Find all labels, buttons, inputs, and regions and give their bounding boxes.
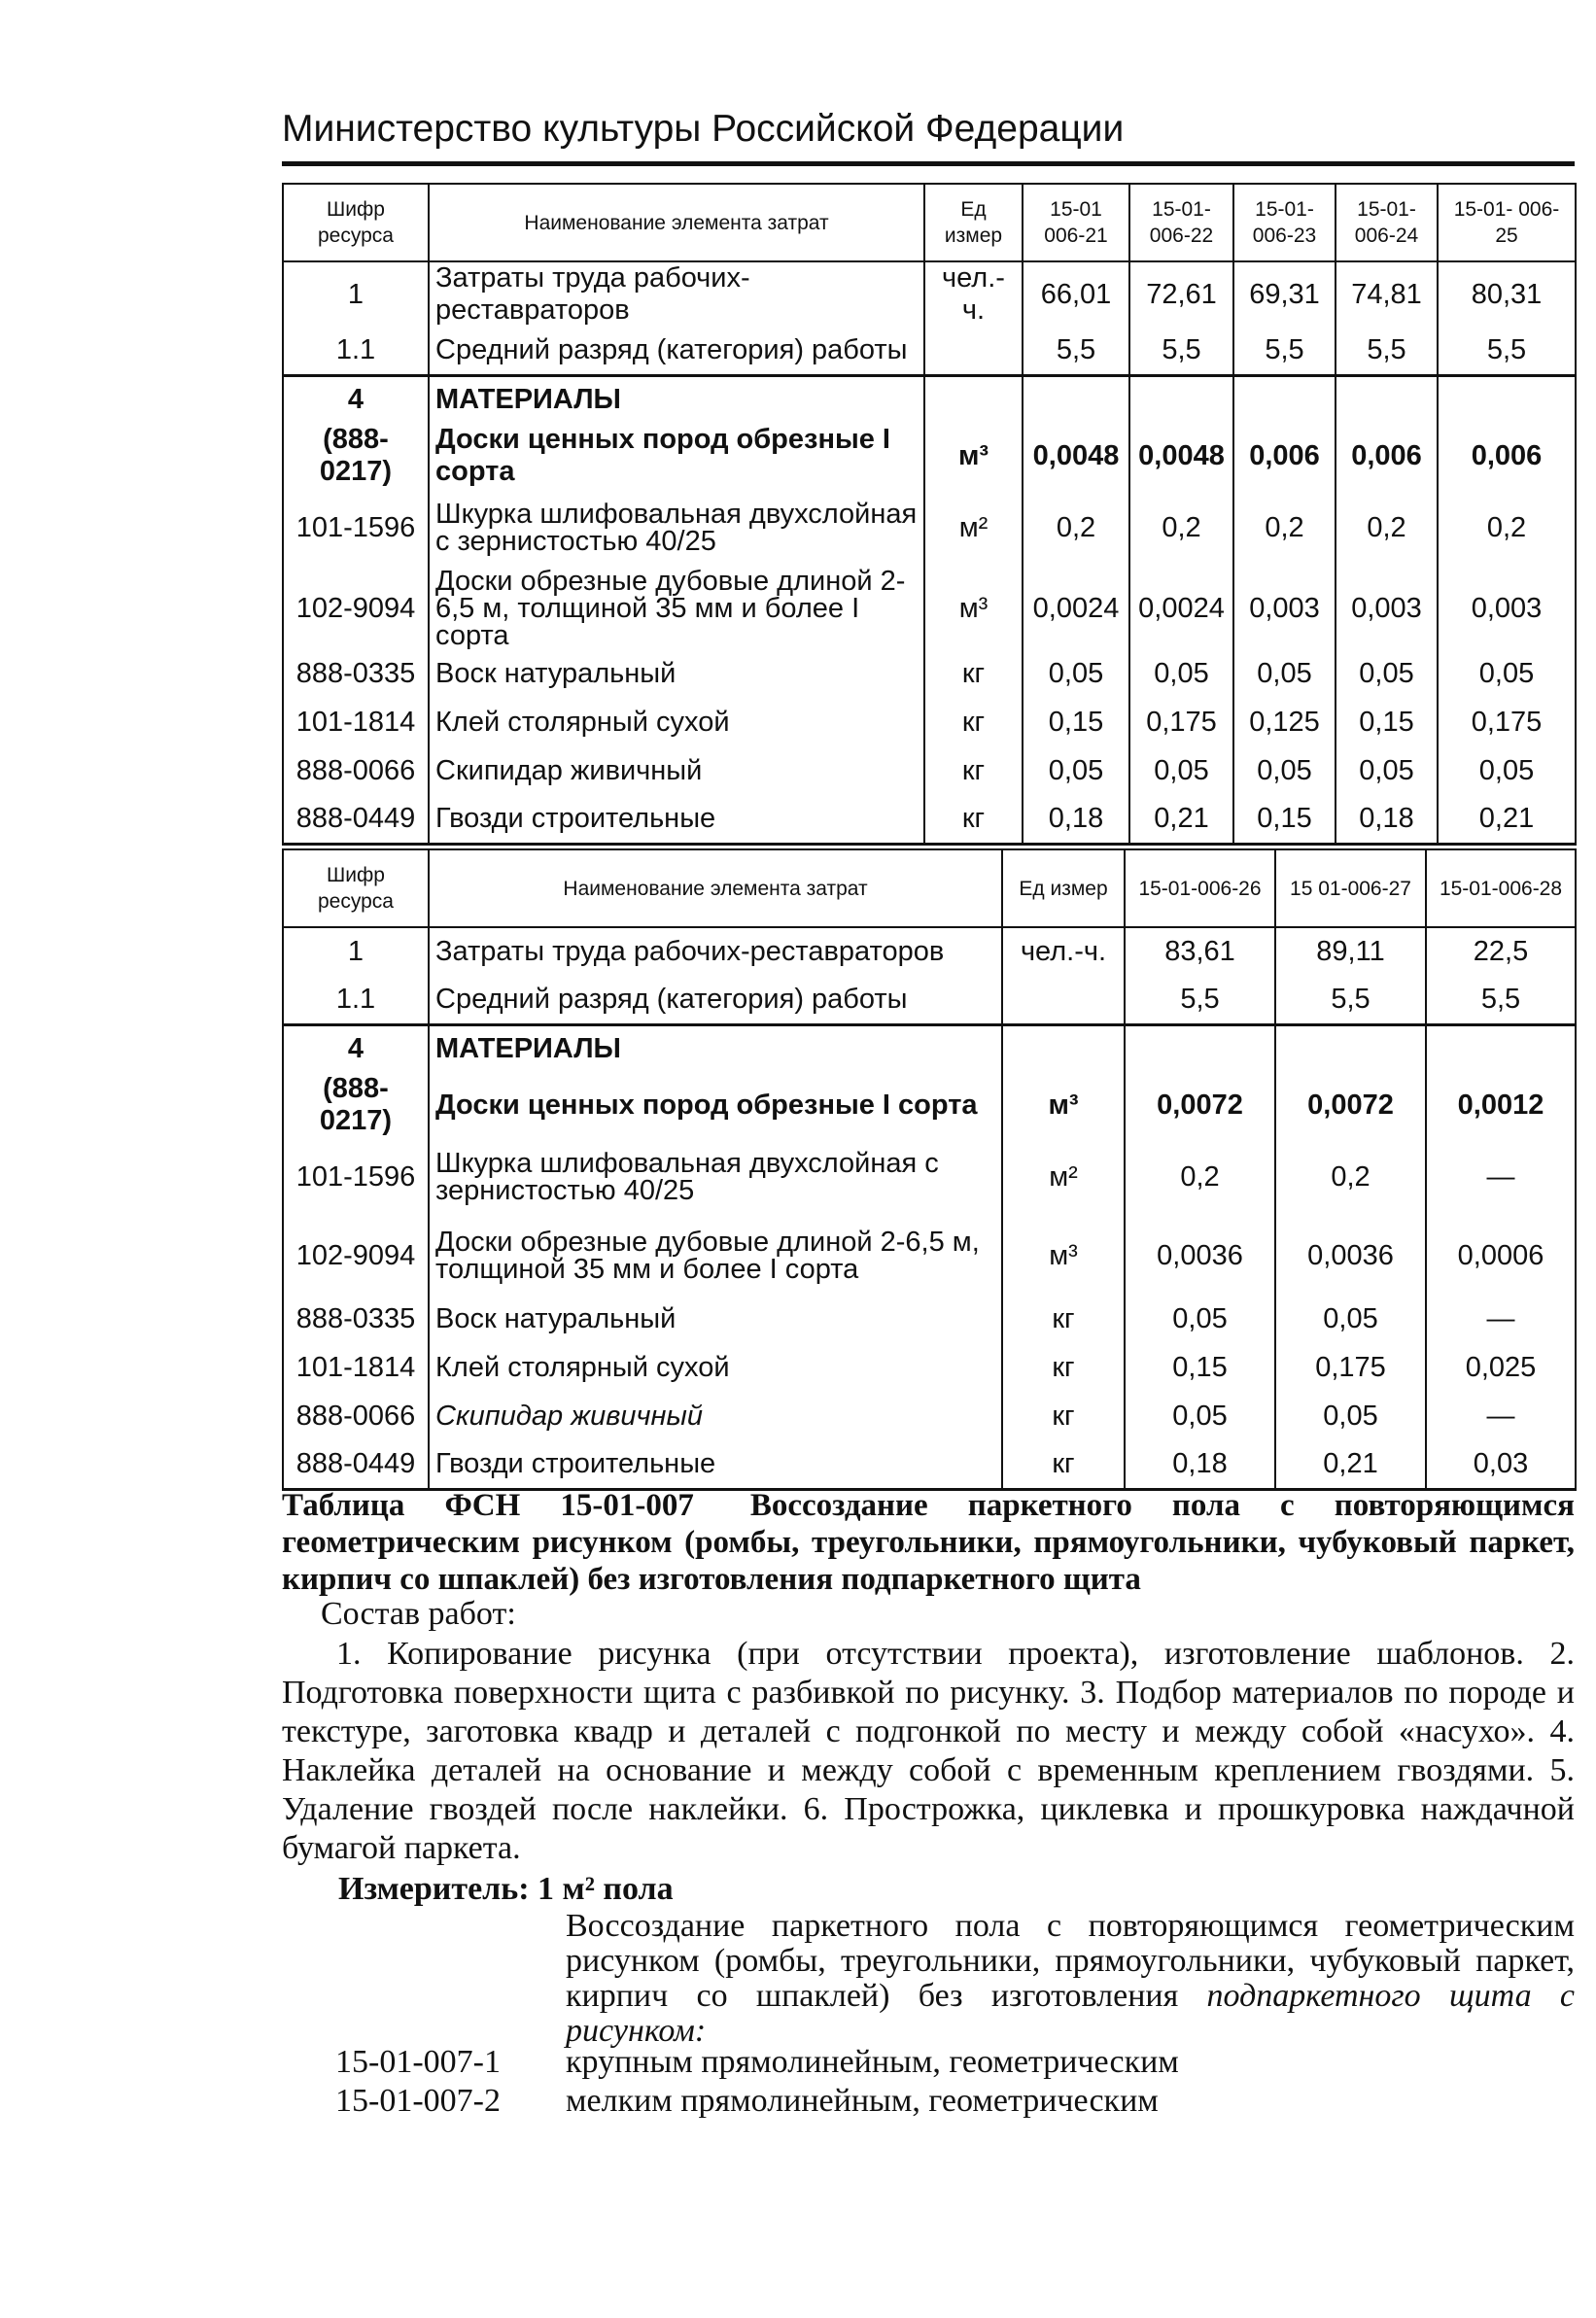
- cell-unit: м³: [924, 568, 1023, 649]
- table-row-section: [283, 375, 1576, 424]
- cell-value: 0,15: [1336, 698, 1438, 746]
- cell-value: 0,05: [1275, 1392, 1426, 1440]
- cell-value: 0,003: [1438, 568, 1576, 649]
- table-row: [283, 327, 1576, 375]
- table-row: [283, 746, 1576, 795]
- col-header-norm: 15-01- 006-24: [1336, 184, 1438, 261]
- cell-value: 0,05: [1275, 1295, 1426, 1343]
- cell-value: 0,03: [1426, 1440, 1576, 1489]
- cell-name: Затраты труда рабочих-реставраторов: [429, 261, 924, 327]
- cell-unit: м²: [1002, 1137, 1125, 1217]
- cell-unit: кг: [1002, 1440, 1125, 1489]
- cell-value: 5,5: [1426, 976, 1576, 1024]
- cell-value: 0,175: [1129, 698, 1233, 746]
- cell-unit: м³: [1002, 1073, 1125, 1137]
- cell-code: 1: [283, 927, 429, 976]
- table-row: [283, 488, 1576, 568]
- cell-name: Средний разряд (категория) работы: [429, 976, 1002, 1024]
- cell-code: 888-0335: [283, 1295, 429, 1343]
- cell-name: Доски ценных пород обрезные I сорта: [429, 424, 924, 488]
- cell-unit: чел.-ч.: [924, 261, 1023, 327]
- table-row: [283, 649, 1576, 698]
- table-header-row: [283, 184, 1576, 261]
- cell-value: 0,21: [1438, 795, 1576, 844]
- cell-name: Доски обрезные дубовые длиной 2-6,5 м, толщиной 35 мм и более I сорта: [429, 1217, 1002, 1295]
- cell-value: 0,05: [1125, 1295, 1275, 1343]
- cell-value: 0,2: [1125, 1137, 1275, 1217]
- table-row-section: [283, 1024, 1576, 1073]
- cell-code: 888-0066: [283, 746, 429, 795]
- work-composition-text: 1. Копирование рисунка (при отсутствии проекта), изготовление шаблонов. 2. Подготовка поверхности щита с разбивкой по рисунку. 3. Подбор материалов по породе и текстуре, заготовка квадр и деталей с подгонкой по месту и между собой «насухо». 4. Наклейка деталей на основание и между собой с временным креплением гвоздями. 5. Удаление гвоздей после наклейки. 6. Прострожка, циклевка и прошкуровка наждачной бумагой паркета.: [282, 1636, 1575, 1866]
- cell-value: 0,0072: [1275, 1073, 1426, 1137]
- cell-value: 0,025: [1426, 1343, 1576, 1392]
- cell-value: 5,5: [1233, 327, 1336, 375]
- norm-description: [566, 1909, 1575, 2049]
- cell-value: 0,125: [1233, 698, 1336, 746]
- cell-name: Воск натуральный: [429, 1295, 1002, 1343]
- table-row: [283, 1073, 1576, 1137]
- cell-name: Воск натуральный: [429, 649, 924, 698]
- cell-value: [1023, 375, 1129, 424]
- section-title: [282, 1487, 1575, 1598]
- cell-name: Доски обрезные дубовые длиной 2-6,5 м, толщиной 35 мм и более I сорта: [429, 568, 924, 649]
- cell-code: 101-1814: [283, 698, 429, 746]
- cell-value: 0,05: [1129, 746, 1233, 795]
- cell-value: 0,2: [1336, 488, 1438, 568]
- cell-value: 0,006: [1233, 424, 1336, 488]
- col-header-unit: Ед измер: [1002, 849, 1125, 927]
- cell-value: 0,0036: [1125, 1217, 1275, 1295]
- cell-name: Доски ценных пород обрезные I сорта: [429, 1073, 1002, 1137]
- cell-value: 0,05: [1336, 746, 1438, 795]
- table-label: Таблица ФСН 15-01-007: [282, 1488, 694, 1523]
- cell-name: Клей столярный сухой: [429, 698, 924, 746]
- cell-unit: [1002, 1024, 1125, 1073]
- norm-item-text: мелким прямолинейным, геометрическим: [566, 2083, 1159, 2119]
- cell-unit: [924, 327, 1023, 375]
- norm-item-code: 15-01-007-2: [335, 2083, 501, 2119]
- cell-value: 0,18: [1023, 795, 1129, 844]
- cell-code: (888-0217): [283, 1073, 429, 1137]
- cell-name: Гвозди строительные: [429, 1440, 1002, 1489]
- table-row: [283, 1137, 1576, 1217]
- cell-value: —: [1426, 1137, 1576, 1217]
- table-row: [283, 795, 1576, 844]
- table-row: [283, 976, 1576, 1024]
- cell-value: 0,05: [1438, 746, 1576, 795]
- table-row: [283, 1295, 1576, 1343]
- table-row: [283, 1392, 1576, 1440]
- cell-value: [1233, 375, 1336, 424]
- cell-code: 1.1: [283, 976, 429, 1024]
- cell-value: 5,5: [1275, 976, 1426, 1024]
- cell-code: 102-9094: [283, 568, 429, 649]
- cell-value: 0,21: [1275, 1440, 1426, 1489]
- cell-value: 0,006: [1438, 424, 1576, 488]
- cell-value: 0,175: [1438, 698, 1576, 746]
- col-header-name: Наименование элемента затрат: [429, 849, 1002, 927]
- cell-value: 0,05: [1023, 746, 1129, 795]
- cell-code: 101-1814: [283, 1343, 429, 1392]
- cell-name: МАТЕРИАЛЫ: [429, 1024, 1002, 1073]
- cell-value: 0,0048: [1023, 424, 1129, 488]
- cell-value: 0,05: [1023, 649, 1129, 698]
- cell-value: 0,15: [1023, 698, 1129, 746]
- norm-item: [335, 2082, 1579, 2121]
- cell-value: 0,18: [1125, 1440, 1275, 1489]
- cell-value: 0,2: [1438, 488, 1576, 568]
- cell-code: 101-1596: [283, 1137, 429, 1217]
- cell-code: 1: [283, 261, 429, 327]
- cell-value: 0,05: [1125, 1392, 1275, 1440]
- col-header-norm: 15-01- 006-23: [1233, 184, 1336, 261]
- col-header-norm: 15-01-006-26: [1125, 849, 1275, 927]
- cell-value: 5,5: [1336, 327, 1438, 375]
- cell-value: 74,81: [1336, 261, 1438, 327]
- cell-value: 0,006: [1336, 424, 1438, 488]
- cell-code: (888-0217): [283, 424, 429, 488]
- cell-value: —: [1426, 1295, 1576, 1343]
- cell-value: 0,05: [1336, 649, 1438, 698]
- cell-unit: м³: [924, 424, 1023, 488]
- cell-value: 80,31: [1438, 261, 1576, 327]
- col-header-norm: 15-01- 006-25: [1438, 184, 1576, 261]
- cell-value: 0,175: [1275, 1343, 1426, 1392]
- col-header-norm: 15 01-006-27: [1275, 849, 1426, 927]
- cell-code: 102-9094: [283, 1217, 429, 1295]
- cell-code: 101-1596: [283, 488, 429, 568]
- cell-unit: кг: [1002, 1295, 1125, 1343]
- cell-unit: кг: [924, 649, 1023, 698]
- cell-value: 0,05: [1233, 649, 1336, 698]
- cell-name: Скипидар живичный: [429, 1392, 1002, 1440]
- cell-value: 0,003: [1336, 568, 1438, 649]
- cell-value: [1438, 375, 1576, 424]
- cell-unit: м²: [924, 488, 1023, 568]
- cell-name: Клей столярный сухой: [429, 1343, 1002, 1392]
- cell-value: 0,2: [1233, 488, 1336, 568]
- cell-unit: [1002, 976, 1125, 1024]
- cell-value: 5,5: [1125, 976, 1275, 1024]
- measure-unit: Измеритель: 1 м² пола: [338, 1871, 674, 1907]
- cell-unit: [924, 375, 1023, 424]
- cell-unit: чел.-ч.: [1002, 927, 1125, 976]
- cell-value: 0,15: [1233, 795, 1336, 844]
- cell-value: 0,0012: [1426, 1073, 1576, 1137]
- cell-value: 0,0036: [1275, 1217, 1426, 1295]
- resource-table-2: [282, 848, 1577, 1491]
- table-row: [283, 424, 1576, 488]
- cell-value: 0,05: [1233, 746, 1336, 795]
- cell-value: 0,0006: [1426, 1217, 1576, 1295]
- table-row: [283, 1217, 1576, 1295]
- cell-value: 5,5: [1438, 327, 1576, 375]
- col-header-norm: 15-01-006-28: [1426, 849, 1576, 927]
- norm-item-text: крупным прямолинейным, геометрическим: [566, 2044, 1179, 2080]
- norm-item: [335, 2043, 1579, 2082]
- cell-name: Скипидар живичный: [429, 746, 924, 795]
- cell-code: 1.1: [283, 327, 429, 375]
- cell-name: Шкурка шлифовальная двухслойная с зернистостью 40/25: [429, 488, 924, 568]
- cell-name: Гвозди строительные: [429, 795, 924, 844]
- norm-description-text: Воссоздание паркетного пола с повторяющимся геометрическим рисунком (ромбы, треугольники, прямоугольники, чубуковый паркет, кирпич со шпаклей) без изготовления: [566, 1908, 1575, 2014]
- cell-unit: кг: [1002, 1343, 1125, 1392]
- cell-value: 0,05: [1129, 649, 1233, 698]
- table-header-row: [283, 849, 1576, 927]
- table-row: [283, 261, 1576, 327]
- cell-code: 4: [283, 375, 429, 424]
- cell-value: 69,31: [1233, 261, 1336, 327]
- cell-unit: м³: [1002, 1217, 1125, 1295]
- cell-value: 66,01: [1023, 261, 1129, 327]
- cell-value: 0,2: [1129, 488, 1233, 568]
- cell-value: —: [1426, 1392, 1576, 1440]
- cell-value: [1129, 375, 1233, 424]
- cell-value: 5,5: [1129, 327, 1233, 375]
- table-row: [283, 927, 1576, 976]
- section-title-text: Воссоздание паркетного пола с повторяющимся геометрическим рисунком (ромбы, треугольники, прямоугольники, чубуковый паркет, кирпич со шпаклей) без изготовления подпаркетного щита: [282, 1488, 1576, 1597]
- cell-code: 888-0449: [283, 1440, 429, 1489]
- cell-value: [1125, 1024, 1275, 1073]
- table-row: [283, 568, 1576, 649]
- cell-value: [1336, 375, 1438, 424]
- cell-unit: кг: [1002, 1392, 1125, 1440]
- col-header-unit: Ед измер: [924, 184, 1023, 261]
- cell-value: 0,2: [1275, 1137, 1426, 1217]
- cell-value: 72,61: [1129, 261, 1233, 327]
- work-composition-label: Состав работ:: [321, 1596, 516, 1632]
- col-header-code: Шифр ресурса: [283, 184, 429, 261]
- cell-value: 0,15: [1125, 1343, 1275, 1392]
- cell-value: 0,0024: [1023, 568, 1129, 649]
- cell-value: 0,05: [1438, 649, 1576, 698]
- cell-code: 4: [283, 1024, 429, 1073]
- cell-value: 83,61: [1125, 927, 1275, 976]
- cell-value: 0,0048: [1129, 424, 1233, 488]
- cell-code: 888-0449: [283, 795, 429, 844]
- cell-value: [1275, 1024, 1426, 1073]
- table-row: [283, 1343, 1576, 1392]
- cell-unit: кг: [924, 698, 1023, 746]
- cell-value: 22,5: [1426, 927, 1576, 976]
- cell-name: Шкурка шлифовальная двухслойная с зернистостью 40/25: [429, 1137, 1002, 1217]
- col-header-norm: 15-01 006-21: [1023, 184, 1129, 261]
- cell-value: 0,0024: [1129, 568, 1233, 649]
- cell-name: Средний разряд (категория) работы: [429, 327, 924, 375]
- cell-name: Затраты труда рабочих-реставраторов: [429, 927, 1002, 976]
- cell-value: 0,2: [1023, 488, 1129, 568]
- cell-value: 0,21: [1129, 795, 1233, 844]
- cell-code: 888-0066: [283, 1392, 429, 1440]
- norm-item-code: 15-01-007-1: [335, 2044, 501, 2080]
- page-header: Министерство культуры Российской Федерации: [282, 97, 1575, 166]
- col-header-code: Шифр ресурса: [283, 849, 429, 927]
- col-header-name: Наименование элемента затрат: [429, 184, 924, 261]
- cell-code: 888-0335: [283, 649, 429, 698]
- table-row: [283, 1440, 1576, 1489]
- col-header-norm: 15-01- 006-22: [1129, 184, 1233, 261]
- cell-value: 0,003: [1233, 568, 1336, 649]
- cell-value: [1426, 1024, 1576, 1073]
- cell-value: 5,5: [1023, 327, 1129, 375]
- cell-unit: кг: [924, 795, 1023, 844]
- resource-table-1: [282, 183, 1577, 846]
- norm-description-italic: подпаркетного щита с рисунком:: [566, 1978, 1575, 2049]
- cell-unit: кг: [924, 746, 1023, 795]
- cell-value: 0,18: [1336, 795, 1438, 844]
- cell-value: 0,0072: [1125, 1073, 1275, 1137]
- table-row: [283, 698, 1576, 746]
- cell-value: 89,11: [1275, 927, 1426, 976]
- cell-name: МАТЕРИАЛЫ: [429, 375, 924, 424]
